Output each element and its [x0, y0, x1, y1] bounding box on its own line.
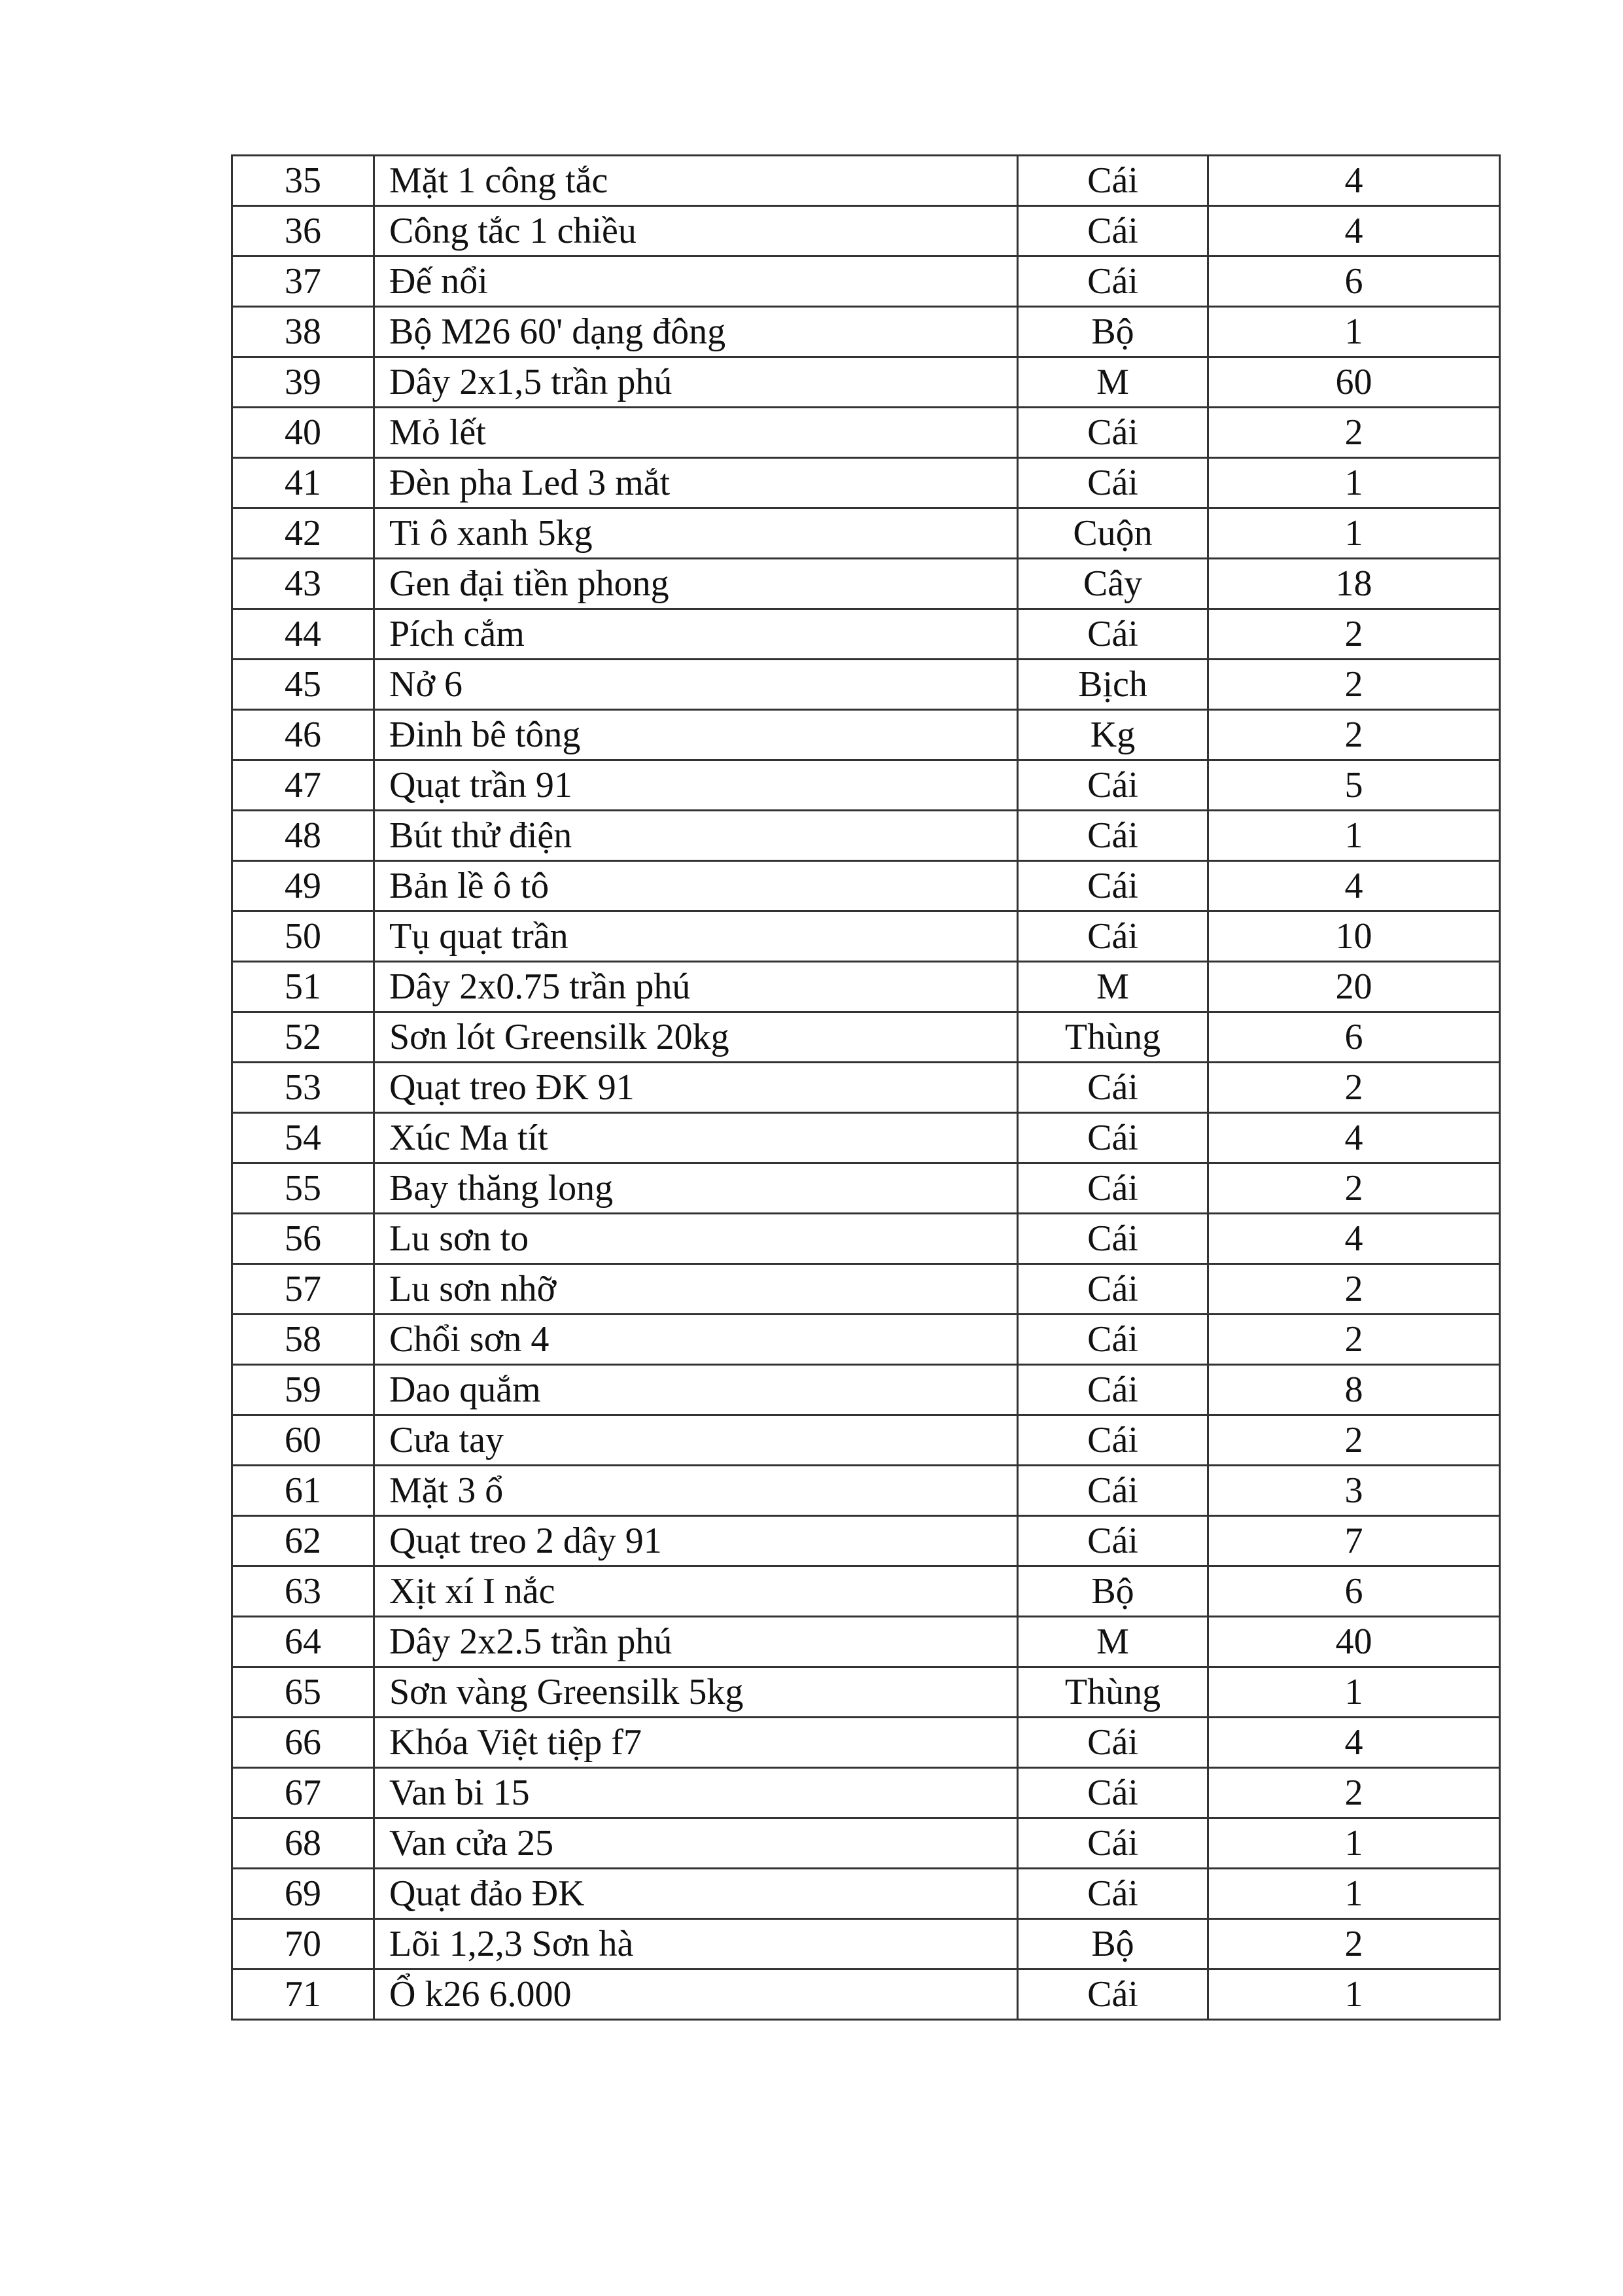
- row-number-cell: 37: [232, 256, 374, 307]
- table-row: [232, 1315, 1500, 1365]
- table-row: [232, 1516, 1500, 1566]
- unit-cell: Cái: [1018, 1818, 1208, 1869]
- item-name-cell: Bay thăng long: [374, 1163, 1018, 1214]
- quantity-cell: 6: [1208, 1566, 1500, 1617]
- unit-cell: Cái: [1018, 1063, 1208, 1113]
- table-row: [232, 1063, 1500, 1113]
- table-row: [232, 357, 1500, 408]
- table-row: [232, 1768, 1500, 1818]
- item-name-cell: Đèn pha Led 3 mắt: [374, 458, 1018, 508]
- unit-cell: Cái: [1018, 1516, 1208, 1566]
- item-name-cell: Quạt trần 91: [374, 760, 1018, 811]
- materials-table: [231, 154, 1501, 2021]
- quantity-cell: 40: [1208, 1617, 1500, 1667]
- quantity-cell: 4: [1208, 1113, 1500, 1163]
- unit-cell: M: [1018, 962, 1208, 1012]
- unit-cell: Cái: [1018, 1718, 1208, 1768]
- row-number-cell: 58: [232, 1315, 374, 1365]
- row-number-cell: 61: [232, 1466, 374, 1516]
- unit-cell: Cái: [1018, 1415, 1208, 1466]
- item-name-cell: Lu sơn to: [374, 1214, 1018, 1264]
- row-number-cell: 69: [232, 1869, 374, 1919]
- unit-cell: Cái: [1018, 811, 1208, 861]
- row-number-cell: 55: [232, 1163, 374, 1214]
- table-row: [232, 710, 1500, 760]
- row-number-cell: 66: [232, 1718, 374, 1768]
- item-name-cell: Cưa tay: [374, 1415, 1018, 1466]
- quantity-cell: 2: [1208, 408, 1500, 458]
- unit-cell: M: [1018, 1617, 1208, 1667]
- row-number-cell: 45: [232, 660, 374, 710]
- quantity-cell: 1: [1208, 458, 1500, 508]
- row-number-cell: 62: [232, 1516, 374, 1566]
- unit-cell: Kg: [1018, 710, 1208, 760]
- quantity-cell: 1: [1208, 1667, 1500, 1718]
- item-name-cell: Lu sơn nhỡ: [374, 1264, 1018, 1315]
- row-number-cell: 68: [232, 1818, 374, 1869]
- row-number-cell: 41: [232, 458, 374, 508]
- table-row: [232, 962, 1500, 1012]
- unit-cell: Cái: [1018, 1113, 1208, 1163]
- quantity-cell: 20: [1208, 962, 1500, 1012]
- item-name-cell: Ti ô xanh 5kg: [374, 508, 1018, 559]
- item-name-cell: Đế nổi: [374, 256, 1018, 307]
- item-name-cell: Gen đại tiền phong: [374, 559, 1018, 609]
- table-row: [232, 156, 1500, 206]
- item-name-cell: Ổ k26 6.000: [374, 1969, 1018, 2020]
- item-name-cell: Quạt đảo ĐK: [374, 1869, 1018, 1919]
- table-row: [232, 307, 1500, 357]
- table-row: [232, 609, 1500, 660]
- table-row: [232, 1718, 1500, 1768]
- quantity-cell: 8: [1208, 1365, 1500, 1415]
- table-row: [232, 559, 1500, 609]
- item-name-cell: Xúc Ma tít: [374, 1113, 1018, 1163]
- quantity-cell: 6: [1208, 1012, 1500, 1063]
- row-number-cell: 60: [232, 1415, 374, 1466]
- table-row: [232, 1667, 1500, 1718]
- row-number-cell: 35: [232, 156, 374, 206]
- row-number-cell: 48: [232, 811, 374, 861]
- item-name-cell: Đinh bê tông: [374, 710, 1018, 760]
- unit-cell: Cái: [1018, 1768, 1208, 1818]
- table-row: [232, 1264, 1500, 1315]
- item-name-cell: Chổi sơn 4: [374, 1315, 1018, 1365]
- unit-cell: Cái: [1018, 206, 1208, 256]
- quantity-cell: 2: [1208, 1919, 1500, 1969]
- table-row: [232, 1869, 1500, 1919]
- table-row: [232, 660, 1500, 710]
- unit-cell: Cái: [1018, 760, 1208, 811]
- table-row: [232, 1012, 1500, 1063]
- item-name-cell: Van cửa 25: [374, 1818, 1018, 1869]
- table-row: [232, 1415, 1500, 1466]
- item-name-cell: Mỏ lết: [374, 408, 1018, 458]
- quantity-cell: 4: [1208, 1718, 1500, 1768]
- table-row: [232, 256, 1500, 307]
- row-number-cell: 51: [232, 962, 374, 1012]
- row-number-cell: 42: [232, 508, 374, 559]
- row-number-cell: 54: [232, 1113, 374, 1163]
- quantity-cell: 1: [1208, 811, 1500, 861]
- item-name-cell: Xịt xí I nắc: [374, 1566, 1018, 1617]
- table-row: [232, 458, 1500, 508]
- item-name-cell: Sơn vàng Greensilk 5kg: [374, 1667, 1018, 1718]
- unit-cell: Bộ: [1018, 1566, 1208, 1617]
- materials-table-body: [232, 156, 1500, 2020]
- table-row: [232, 911, 1500, 962]
- item-name-cell: Mặt 1 công tắc: [374, 156, 1018, 206]
- quantity-cell: 1: [1208, 508, 1500, 559]
- unit-cell: Cái: [1018, 1163, 1208, 1214]
- table-row: [232, 1919, 1500, 1969]
- quantity-cell: 4: [1208, 1214, 1500, 1264]
- row-number-cell: 70: [232, 1919, 374, 1969]
- row-number-cell: 64: [232, 1617, 374, 1667]
- quantity-cell: 2: [1208, 1768, 1500, 1818]
- quantity-cell: 10: [1208, 911, 1500, 962]
- row-number-cell: 57: [232, 1264, 374, 1315]
- table-row: [232, 1617, 1500, 1667]
- item-name-cell: Bút thử điện: [374, 811, 1018, 861]
- table-row: [232, 1969, 1500, 2020]
- table-row: [232, 206, 1500, 256]
- quantity-cell: 1: [1208, 1969, 1500, 2020]
- item-name-cell: Pích cắm: [374, 609, 1018, 660]
- row-number-cell: 40: [232, 408, 374, 458]
- unit-cell: Thùng: [1018, 1012, 1208, 1063]
- item-name-cell: Nở 6: [374, 660, 1018, 710]
- quantity-cell: 2: [1208, 710, 1500, 760]
- unit-cell: Cái: [1018, 1466, 1208, 1516]
- row-number-cell: 67: [232, 1768, 374, 1818]
- row-number-cell: 36: [232, 206, 374, 256]
- unit-cell: Cái: [1018, 1264, 1208, 1315]
- row-number-cell: 50: [232, 911, 374, 962]
- quantity-cell: 2: [1208, 1063, 1500, 1113]
- item-name-cell: Quạt treo 2 dây 91: [374, 1516, 1018, 1566]
- row-number-cell: 71: [232, 1969, 374, 2020]
- item-name-cell: Dây 2x2.5 trần phú: [374, 1617, 1018, 1667]
- quantity-cell: 4: [1208, 206, 1500, 256]
- unit-cell: Cái: [1018, 256, 1208, 307]
- row-number-cell: 39: [232, 357, 374, 408]
- table-row: [232, 1214, 1500, 1264]
- item-name-cell: Mặt 3 ổ: [374, 1466, 1018, 1516]
- item-name-cell: Sơn lót Greensilk 20kg: [374, 1012, 1018, 1063]
- quantity-cell: 4: [1208, 861, 1500, 911]
- row-number-cell: 44: [232, 609, 374, 660]
- quantity-cell: 6: [1208, 256, 1500, 307]
- item-name-cell: Công tắc 1 chiều: [374, 206, 1018, 256]
- row-number-cell: 38: [232, 307, 374, 357]
- quantity-cell: 5: [1208, 760, 1500, 811]
- row-number-cell: 56: [232, 1214, 374, 1264]
- quantity-cell: 1: [1208, 307, 1500, 357]
- item-name-cell: Tụ quạt trần: [374, 911, 1018, 962]
- row-number-cell: 46: [232, 710, 374, 760]
- unit-cell: Cái: [1018, 609, 1208, 660]
- unit-cell: Cái: [1018, 1214, 1208, 1264]
- quantity-cell: 4: [1208, 156, 1500, 206]
- item-name-cell: Bộ M26 60' dạng đông: [374, 307, 1018, 357]
- row-number-cell: 49: [232, 861, 374, 911]
- quantity-cell: 3: [1208, 1466, 1500, 1516]
- unit-cell: Cái: [1018, 156, 1208, 206]
- unit-cell: Bộ: [1018, 307, 1208, 357]
- unit-cell: Cuộn: [1018, 508, 1208, 559]
- table-row: [232, 1365, 1500, 1415]
- row-number-cell: 47: [232, 760, 374, 811]
- table-row: [232, 1163, 1500, 1214]
- item-name-cell: Quạt treo ĐK 91: [374, 1063, 1018, 1113]
- unit-cell: Cây: [1018, 559, 1208, 609]
- quantity-cell: 2: [1208, 609, 1500, 660]
- row-number-cell: 52: [232, 1012, 374, 1063]
- table-row: [232, 1466, 1500, 1516]
- quantity-cell: 2: [1208, 1163, 1500, 1214]
- unit-cell: Cái: [1018, 408, 1208, 458]
- quantity-cell: 1: [1208, 1869, 1500, 1919]
- item-name-cell: Khóa Việt tiệp f7: [374, 1718, 1018, 1768]
- unit-cell: Cái: [1018, 1969, 1208, 2020]
- unit-cell: Cái: [1018, 1365, 1208, 1415]
- unit-cell: Cái: [1018, 1869, 1208, 1919]
- quantity-cell: 2: [1208, 1315, 1500, 1365]
- unit-cell: Bộ: [1018, 1919, 1208, 1969]
- table-row: [232, 811, 1500, 861]
- unit-cell: Cái: [1018, 458, 1208, 508]
- unit-cell: Cái: [1018, 861, 1208, 911]
- table-row: [232, 1566, 1500, 1617]
- row-number-cell: 59: [232, 1365, 374, 1415]
- quantity-cell: 60: [1208, 357, 1500, 408]
- unit-cell: Cái: [1018, 1315, 1208, 1365]
- item-name-cell: Dây 2x1,5 trần phú: [374, 357, 1018, 408]
- table-row: [232, 861, 1500, 911]
- unit-cell: M: [1018, 357, 1208, 408]
- item-name-cell: Bản lề ô tô: [374, 861, 1018, 911]
- table-row: [232, 760, 1500, 811]
- item-name-cell: Dây 2x0.75 trần phú: [374, 962, 1018, 1012]
- row-number-cell: 53: [232, 1063, 374, 1113]
- table-row: [232, 408, 1500, 458]
- table-row: [232, 1113, 1500, 1163]
- unit-cell: Cái: [1018, 911, 1208, 962]
- unit-cell: Bịch: [1018, 660, 1208, 710]
- table-row: [232, 1818, 1500, 1869]
- table-row: [232, 508, 1500, 559]
- quantity-cell: 2: [1208, 1415, 1500, 1466]
- quantity-cell: 2: [1208, 1264, 1500, 1315]
- quantity-cell: 18: [1208, 559, 1500, 609]
- item-name-cell: Van bi 15: [374, 1768, 1018, 1818]
- quantity-cell: 7: [1208, 1516, 1500, 1566]
- row-number-cell: 65: [232, 1667, 374, 1718]
- quantity-cell: 1: [1208, 1818, 1500, 1869]
- quantity-cell: 2: [1208, 660, 1500, 710]
- row-number-cell: 63: [232, 1566, 374, 1617]
- item-name-cell: Lõi 1,2,3 Sơn hà: [374, 1919, 1018, 1969]
- item-name-cell: Dao quắm: [374, 1365, 1018, 1415]
- row-number-cell: 43: [232, 559, 374, 609]
- unit-cell: Thùng: [1018, 1667, 1208, 1718]
